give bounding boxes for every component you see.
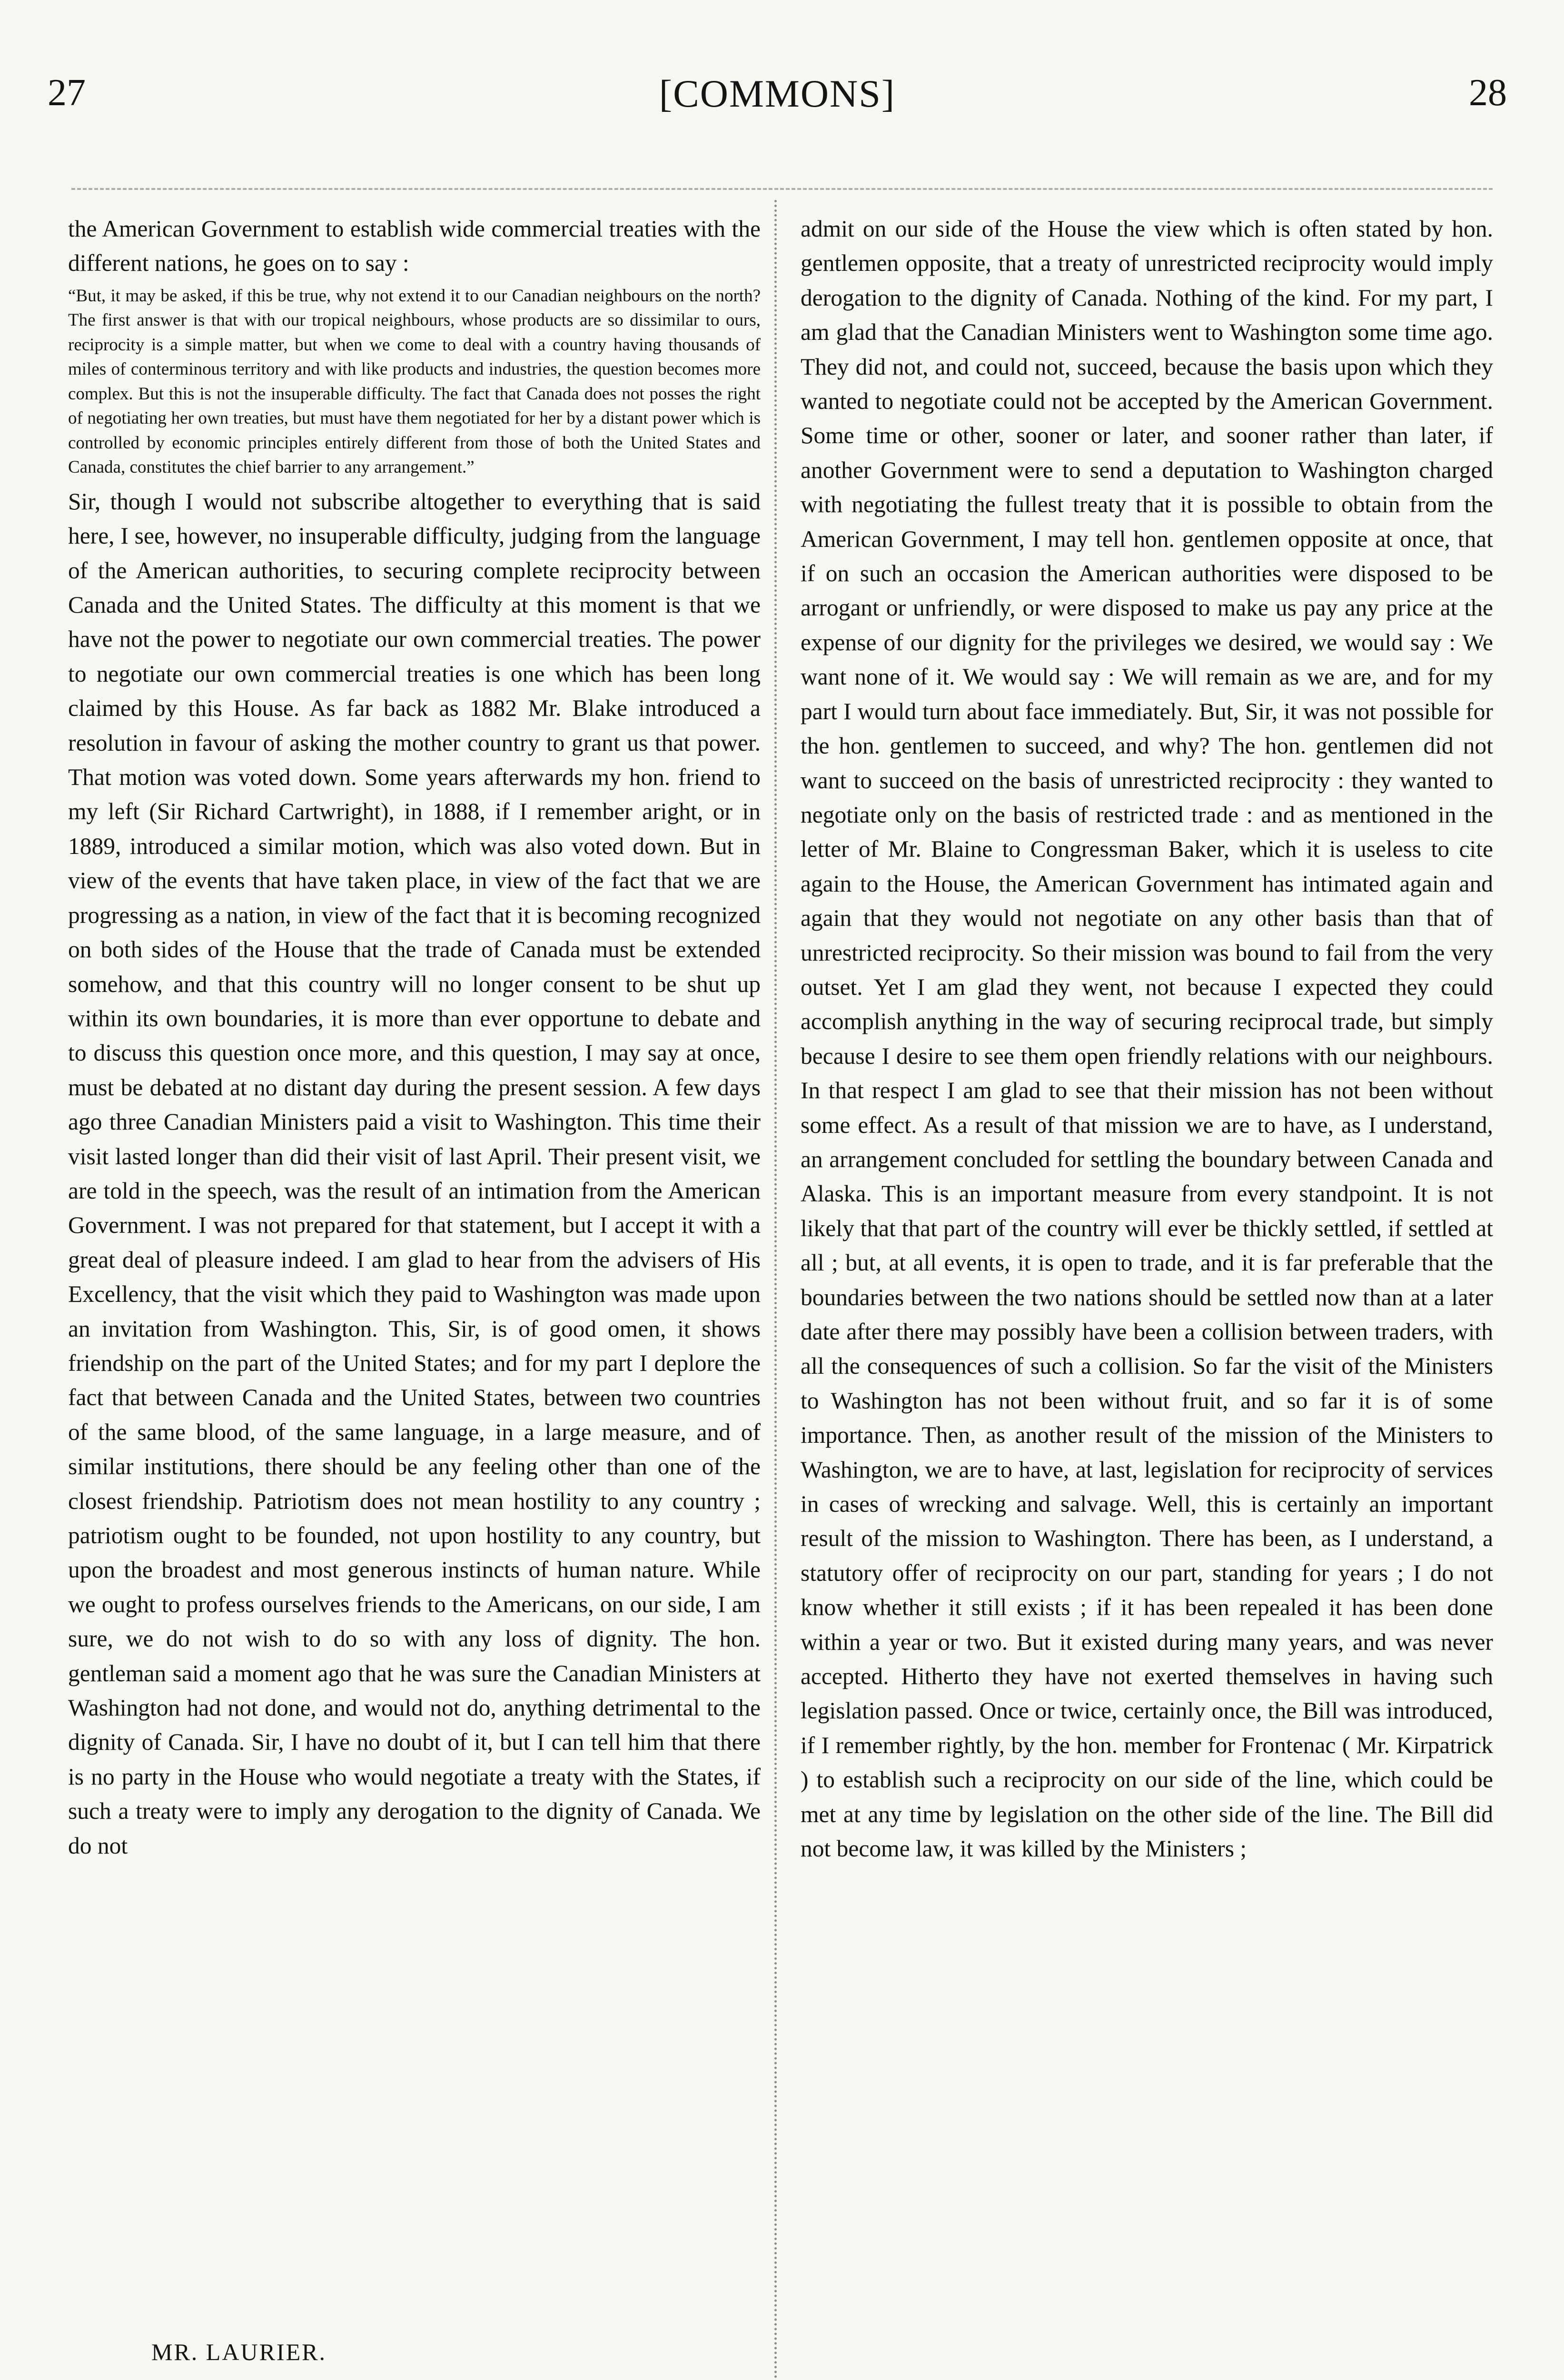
right-column: [801, 212, 1493, 1866]
left-body-paragraph: Sir, though I would not subscribe altogether to everything that is said here, I see, however, no insuperable difficulty, judging from the language of the American authorities, to securing complete reciprocity between Canada and the United States. The difficulty at this moment is that we have not the power to negotiate our own commercial treaties. The power to negotiate our own commercial treaties is one which has been long claimed by this House. As far back as 1882 Mr. Blake introduced a resolution in favour of asking the mother country to grant us that power. That motion was voted down. Some years afterwards my hon. friend to my left (Sir Richard Cartwright), in 1888, if I remember aright, or in 1889, introduced a similar motion, which was also voted down. But in view of the events that have taken place, in view of the fact that we are progressing as a nation, in view of the fact that it is becoming recognized on both sides of the House that the trade of Canada must be extended somehow, and that this country will no longer consent to be shut up within its own boundaries, it is more than ever opportune to debate and to discuss this question once more, and this question, I may say at once, must be debated at no distant day during the present session. A few days ago three Canadian Ministers paid a visit to Washington. This time their visit lasted longer than did their visit of last April. Their present visit, we are told in the speech, was the result of an intimation from the American Government. I was not prepared for that statement, but I accept it with a great deal of pleasure indeed. I am glad to hear from the advisers of His Excellency, that the visit which they paid to Washington was made upon an invitation from Washington. This, Sir, is of good omen, it shows friendship on the part of the United States; and for my part I deplore the fact that between Canada and the United States, between two countries of the same blood, of the same language, in a large measure, and of similar institutions, there should be any feeling other than one of the closest friendship. Patriotism does not mean hostility to any country ; patriotism ought to be founded, not upon hostility to any country, but upon the broadest and most generous instincts of human nature. While we ought to profess ourselves friends to the Americans, on our side, I am sure, we do not wish to do so with any loss of dignity. The hon. gentleman said a moment ago that he was sure the Canadian Ministers at Washington had not done, and would not do, anything detrimental to the dignity of Canada. Sir, I have no doubt of it, but I can tell him that there is no party in the House who would negotiate a treaty with the States, if such a treaty were to imply any derogation to the dignity of Canada. We do not: [68, 488, 761, 1859]
quoted-passage: “But, it may be asked, if this be true, why not extend it to our Canadian neighbours on the north? The first answer is that with our tropical neighbours, whose products are so dissimilar to ours, reciprocity is a simple matter, but when we come to deal with a country having thousands of miles of conterminous territory and with like products and industries, the question becomes more complex. But this is not the insuperable difficulty. The fact that Canada does not posses the right of negotiating her own treaties, but must have them negotiated for her by a distant power which is controlled by economic principles entirely different from those of both the United States and Canada, constitutes the chief barrier to any arrangement.”: [68, 286, 761, 477]
running-head: [COMMONS]: [659, 72, 896, 115]
right-body-paragraph: admit on our side of the House the view which is often stated by hon. gentlemen opposite, that a treaty of unrestricted reciprocity would imply derogation to the dignity of Canada. Nothing of the kind. For my part, I am glad that the Canadian Ministers went to Washington some time ago. They did not, and could not, succeed, because the basis upon which they wanted to negotiate could not be accepted by the American Government. Some time or other, sooner or later, and sooner rather than later, if another Government were to send a deputation to Washington charged with negotiating the fullest treaty that it is possible to obtain from the American Government, I may tell hon. gentlemen opposite at once, that if on such an occasion the American authorities were disposed to be arrogant or unfriendly, or were disposed to make us pay any price at the expense of our dignity for the privileges we desired, we would say : We want none of it. We would say : We will remain as we are, and for my part I would turn about face immediately. But, Sir, it was not possible for the hon. gentlemen to succeed, and why? The hon. gentlemen did not want to succeed on the basis of unrestricted reciprocity : they wanted to negotiate only on the basis of restricted trade : and as mentioned in the letter of Mr. Blaine to Congressman Baker, which it is useless to cite again to the House, the American Government has intimated again and again that they would not negotiate on any other basis than that of unrestricted reciprocity. So their mission was bound to fail from the very outset. Yet I am glad they went, not because I expected they could accomplish anything in the way of securing reciprocal trade, but simply because I desire to see them open friendly relations with our neighbours. In that respect I am glad to see that their mission has not been without some effect. As a result of that mission we are to have, as I understand, an arrangement concluded for settling the boundary between Canada and Alaska. This is an important measure from every standpoint. It is not likely that that part of the country will ever be thickly settled, if settled at all ; but, at all events, it is open to trade, and it is far preferable that the boundaries between the two nations should be settled now than at a later date after there may possibly have been a collision between traders, with all the consequences of such a collision. So far the visit of the Ministers to Washington has not been without fruit, and so far it is of some importance. Then, as another result of the mission of the Ministers to Washington, we are to have, at last, legislation for reciprocity of services in cases of wrecking and salvage. Well, this is certainly an important result of the mission to Washington. There has been, as I understand, a statutory offer of reciprocity on our part, standing for years ; I do not know whether it still exists ; if it has been repealed it has been done within a year or two. But it existed during many years, and was never accepted. Hitherto they have not exerted themselves in having such legislation passed. Once or twice, certainly once, the Bill was introduced, if I remember rightly, by the hon. member for Frontenac ( Mr. Kirpatrick ) to establish such a reciprocity on our side of the line, which could be met at any time by legislation on the other side of the line. The Bill did not become law, it was killed by the Ministers ;: [801, 216, 1493, 1862]
page-number-left: 27: [48, 72, 86, 114]
page-number-right: 28: [1469, 72, 1507, 114]
page-header: [48, 71, 1507, 138]
column-divider: [774, 200, 777, 2380]
header-rule: [71, 188, 1493, 190]
left-column: [68, 212, 761, 1863]
intro-paragraph: the American Government to establish wide commercial treaties with the different nations, he goes on to say :: [68, 216, 761, 277]
speaker-footer: MR. LAURIER.: [151, 2339, 327, 2365]
